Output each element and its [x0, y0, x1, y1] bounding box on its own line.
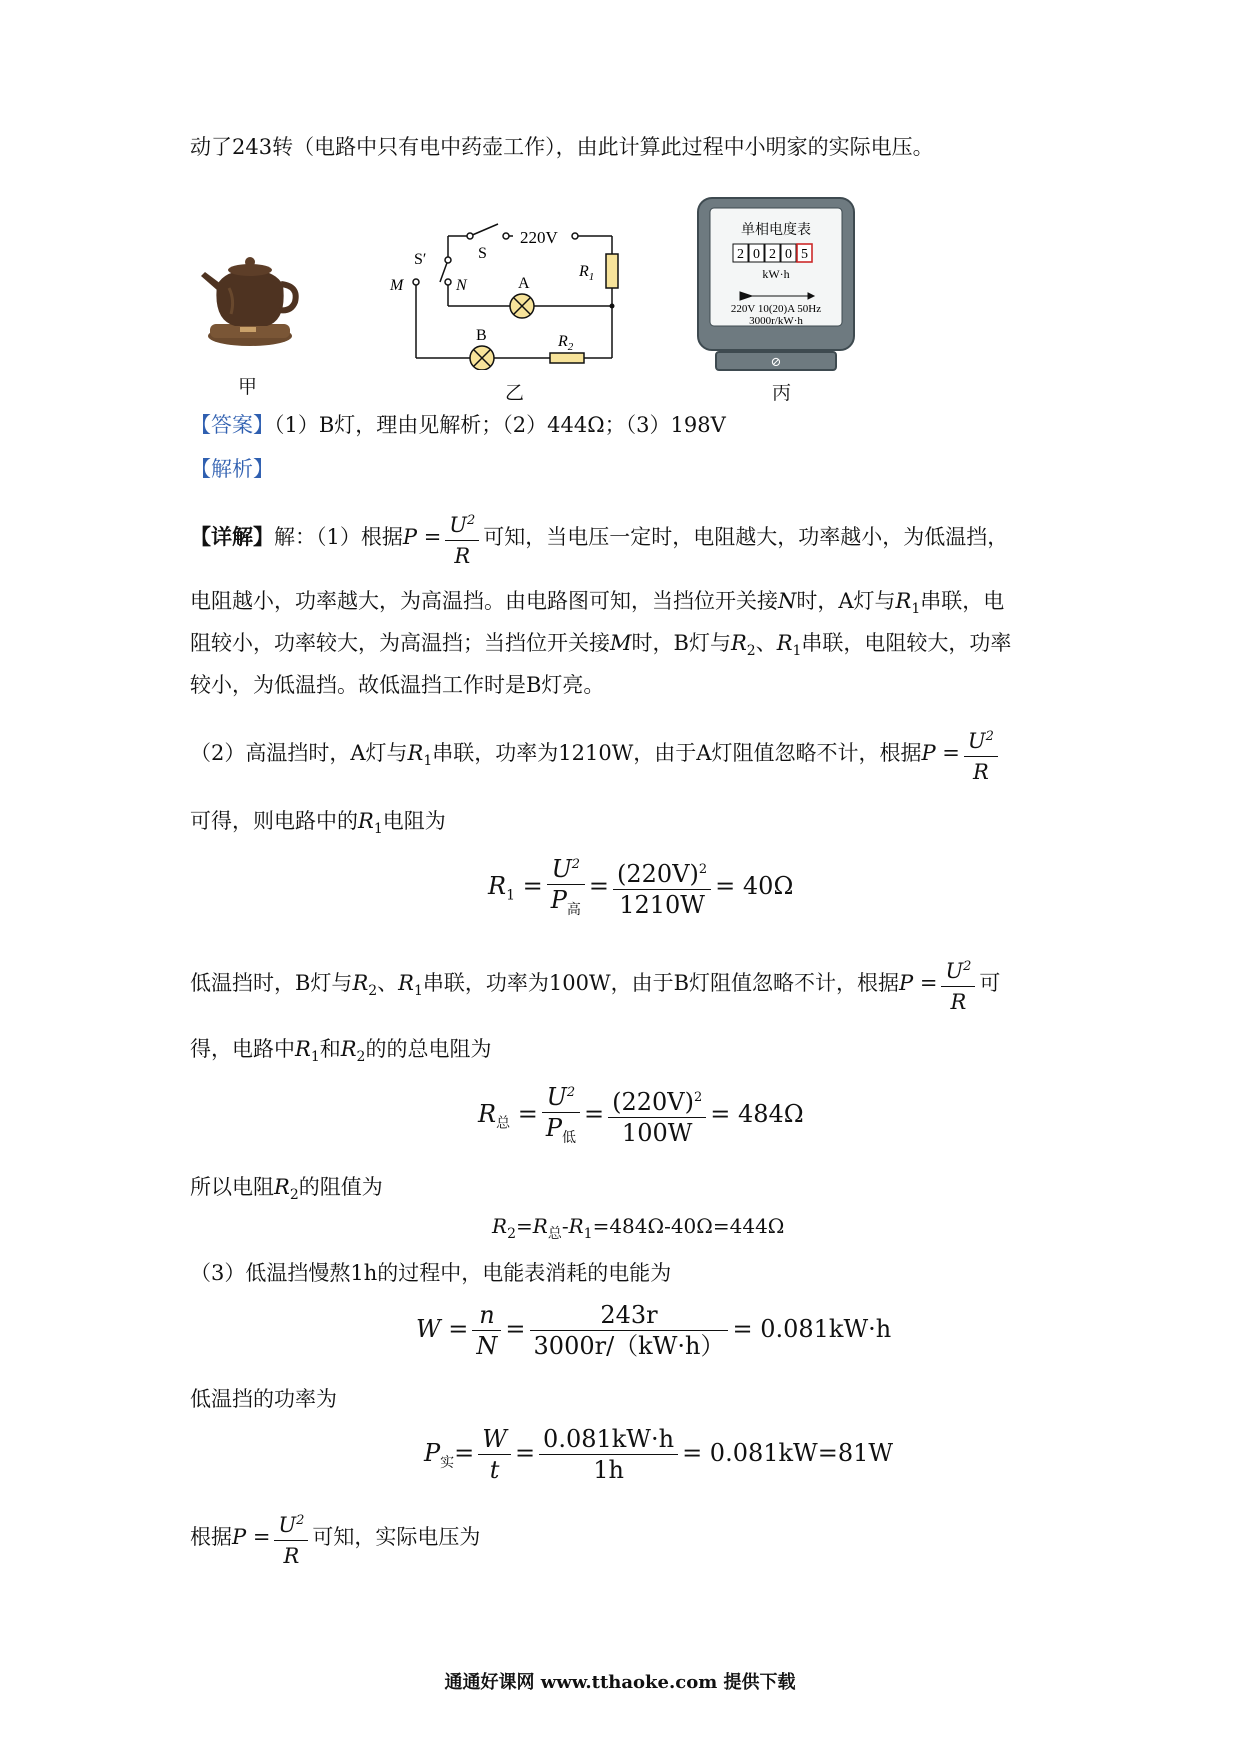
- equation-r1: $R_1$ = $\frac{U^2}{P_高}$ = $\frac{(220V)^2}{1210W}$ = 40Ω: [488, 850, 793, 925]
- formula-u2-over-r: $\frac{U^2}{R}$: [445, 506, 479, 571]
- meter-spec: 220V 10(20)A 50Hz: [730, 303, 822, 315]
- detail-line-1: 【详解】解：（1）根据P = $\frac{U^2}{R}$ 可知，当电压一定时，电阻越大，功率越小，为低温挡，: [190, 506, 1008, 571]
- part2-line-4: 得，电路中$R_1$和$R_2$的的总电阻为: [190, 1037, 492, 1066]
- meter-digit: 2: [737, 247, 744, 262]
- kettle-figure: [195, 240, 305, 350]
- answer-text: （1）B灯，理由见解析；（2）444Ω；（3）198V: [274, 413, 726, 437]
- equation-r-total: $R_总$ = $\frac{U^2}{P_低}$ = $\frac{(220V)^2}{100W}$ = 484Ω: [478, 1078, 804, 1153]
- part2-line-3: 低温挡时，B灯与$R_2$、$R_1$串联，功率为100W，由于B灯阻值忽略不计，根据P = $\frac{U^2}{R}$ 可: [190, 952, 1000, 1021]
- meter-figure: [696, 196, 856, 374]
- answer-line: [190, 410, 726, 440]
- part3-line-3: 根据P = $\frac{U^2}{R}$ 可知，实际电压为: [190, 1506, 480, 1571]
- label-m: M: [390, 277, 404, 294]
- intro-line: 动了243转（电路中只有电中药壶工作），由此计算此过程中小明家的实际电压。: [190, 135, 934, 159]
- meter-digit: 5: [801, 247, 808, 262]
- caption-bing: 丙: [772, 382, 792, 404]
- part2-line-5: 所以电阻$R_2$的阻值为: [190, 1175, 383, 1204]
- label-lamp-a: A: [518, 275, 530, 292]
- meter-unit: kW·h: [762, 267, 790, 281]
- label-r2: $R_2$: [558, 333, 574, 353]
- meter-knob-icon: ⊘: [770, 354, 782, 369]
- part2-line-1: （2）高温挡时，A灯与$R_1$串联，功率为1210W，由于A灯阻值忽略不计，根据P = $\frac{U^2}{R}$: [190, 722, 1002, 791]
- part2-line-2: 可得，则电路中的$R_1$电阻为: [190, 809, 446, 838]
- label-lamp-b: B: [476, 327, 487, 344]
- meter-digit: 0: [785, 247, 792, 262]
- label-n: N: [456, 277, 467, 294]
- meter-title: 单相电度表: [741, 223, 811, 238]
- meter-digit: 2: [769, 247, 776, 262]
- answer-tag: 【答案】: [190, 413, 274, 437]
- equation-w: W = $\frac{n}{N}$ = $\frac{243r}{3000r/(kW\cdot h)}$ = 0.081kW·h: [416, 1301, 892, 1360]
- circuit-diagram: [380, 210, 640, 370]
- label-s-prime: S′: [414, 251, 427, 268]
- part3-line-2: 低温挡的功率为: [190, 1387, 337, 1411]
- caption-jia: 甲: [238, 376, 258, 398]
- part3-line-1: （3）低温挡慢熬1h的过程中，电能表消耗的电能为: [190, 1261, 672, 1285]
- detail-line-2: 电阻越小，功率越大，为高温挡。由电路图可知，当挡位开关接N时，A灯与$R_1$串联，电: [190, 589, 1005, 618]
- label-s: S: [478, 245, 487, 262]
- detail-tag: 【详解】: [190, 524, 274, 549]
- label-voltage: 220V: [520, 228, 558, 247]
- footer: 通通好课网 www.tthaoke.com 提供下载: [444, 1672, 796, 1693]
- equation-r2: $R_2=R_总-R_1=484\Omega-40\Omega=444\Omega$: [492, 1214, 785, 1242]
- meter-constant: 3000r/kW·h: [749, 315, 803, 327]
- detail-line-4: 较小，为低温挡。故低温挡工作时是B灯亮。: [190, 673, 605, 697]
- equation-p-actual: $P_实=$ $\frac{W}{t}$ = $\frac{0.081kW\cdot h}{1h}$ = 0.081kW=81W: [424, 1425, 894, 1484]
- analysis-tag: 【解析】: [190, 457, 274, 481]
- label-r1: $R_1$: [579, 263, 595, 283]
- meter-digit: 0: [753, 247, 760, 262]
- detail-line-3: 阻较小，功率较大，为高温挡；当挡位开关接M时，B灯与$R_2$、$R_1$串联，电阻较大，功率: [190, 631, 1012, 660]
- caption-yi: 乙: [505, 382, 525, 404]
